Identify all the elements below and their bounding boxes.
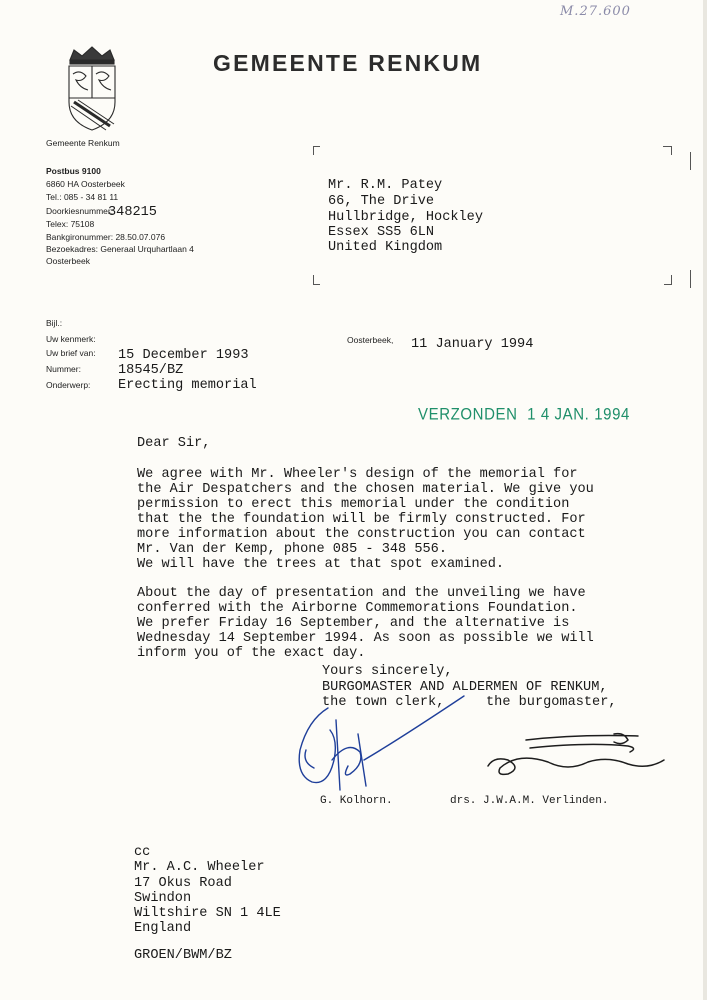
coat-of-arms-logo [62, 44, 122, 132]
letter-date: 11 January 1994 [411, 337, 534, 352]
closing-line: Yours sincerely, [322, 664, 453, 679]
doorkies-value: 348215 [108, 205, 157, 220]
paragraph-line: the Air Despatchers and the chosen material. We give you [137, 482, 594, 497]
bankgiro: Bankgironummer: 28.50.07.076 [46, 232, 166, 242]
footer-reference: GROEN/BWM/BZ [134, 948, 232, 963]
verzonden-stamp [418, 405, 630, 424]
paragraph-line: We agree with Mr. Wheeler's design of the memorial for [137, 467, 578, 482]
stamp-date: 1 4 JAN. 1994 [527, 404, 630, 425]
bezoek-city: Oosterbeek [46, 256, 90, 266]
paragraph-line: Wednesday 14 September 1994. As soon as possible we will [137, 631, 594, 646]
telephone: Tel.: 085 - 34 81 11 [46, 192, 119, 202]
bijl-label: Bijl.: [46, 318, 63, 328]
date-place-label: Oosterbeek, [347, 335, 394, 345]
left-role: the town clerk, [322, 695, 445, 710]
archive-note: M.27.600 [560, 4, 631, 19]
doorkies-label: Doorkiesnummer: [46, 206, 114, 216]
onderwerp-label: Onderwerp: [46, 380, 91, 390]
telex: Telex: 75108 [46, 219, 95, 229]
paragraph-line: About the day of presentation and the unveiling we have [137, 586, 586, 601]
cc-label: cc [134, 845, 151, 860]
cc-line: Wiltshire SN 1 4LE [134, 906, 281, 921]
right-signatory: drs. J.W.A.M. Verlinden. [450, 795, 609, 807]
cc-line: Swindon [134, 891, 192, 906]
recipient-line: Hullbridge, Hockley [328, 210, 483, 225]
closing-line: BURGOMASTER AND ALDERMEN OF RENKUM, [322, 680, 608, 695]
uw-brief-value: 15 December 1993 [118, 348, 249, 363]
nummer-value: 18545/BZ [118, 363, 184, 378]
postcode-city: 6860 HA Oosterbeek [46, 179, 125, 189]
paragraph-line: Mr. Van der Kemp, phone 085 - 348 556. [137, 542, 447, 557]
uw-kenmerk-label: Uw kenmerk: [46, 334, 96, 344]
paragraph-line: permission to erect this memorial under the condition [137, 497, 570, 512]
page-edge [703, 0, 707, 1000]
postbus: Postbus 9100 [46, 166, 101, 176]
uw-brief-label: Uw brief van: [46, 348, 96, 358]
municipality-label: Gemeente Renkum [46, 138, 120, 148]
recipient-line: United Kingdom [328, 240, 443, 255]
cc-line: England [134, 921, 192, 936]
right-role: the burgomaster, [486, 695, 617, 710]
paragraph-line: more information about the construction you can contact [137, 527, 586, 542]
bezoekadres: Bezoekadres: Generaal Urquhartlaan 4 [46, 244, 194, 254]
cc-line: Mr. A.C. Wheeler [134, 860, 265, 875]
signature-left [288, 690, 468, 810]
paragraph-line: conferred with the Airborne Commemorations Foundation. [137, 601, 578, 616]
paragraph-line: inform you of the exact day. [137, 646, 366, 661]
recipient-line: Mr. R.M. Patey [328, 178, 443, 193]
onderwerp-value: Erecting memorial [118, 378, 257, 393]
nummer-label: Nummer: [46, 364, 81, 374]
paragraph-line: that the the foundation will be firmly constructed. For [137, 512, 586, 527]
left-signatory: G. Kolhorn. [320, 795, 393, 807]
paragraph-line: We will have the trees at that spot examined. [137, 557, 505, 572]
signature-right [478, 722, 668, 784]
recipient-line: 66, The Drive [328, 194, 435, 209]
recipient-line: Essex SS5 6LN [328, 225, 435, 240]
stamp-word: VERZONDEN [418, 404, 518, 425]
salutation: Dear Sir, [137, 436, 211, 451]
paragraph-line: We prefer Friday 16 September, and the alternative is [137, 616, 570, 631]
cc-line: 17 Okus Road [134, 876, 232, 891]
letterhead-title: GEMEENTE RENKUM [213, 50, 483, 76]
